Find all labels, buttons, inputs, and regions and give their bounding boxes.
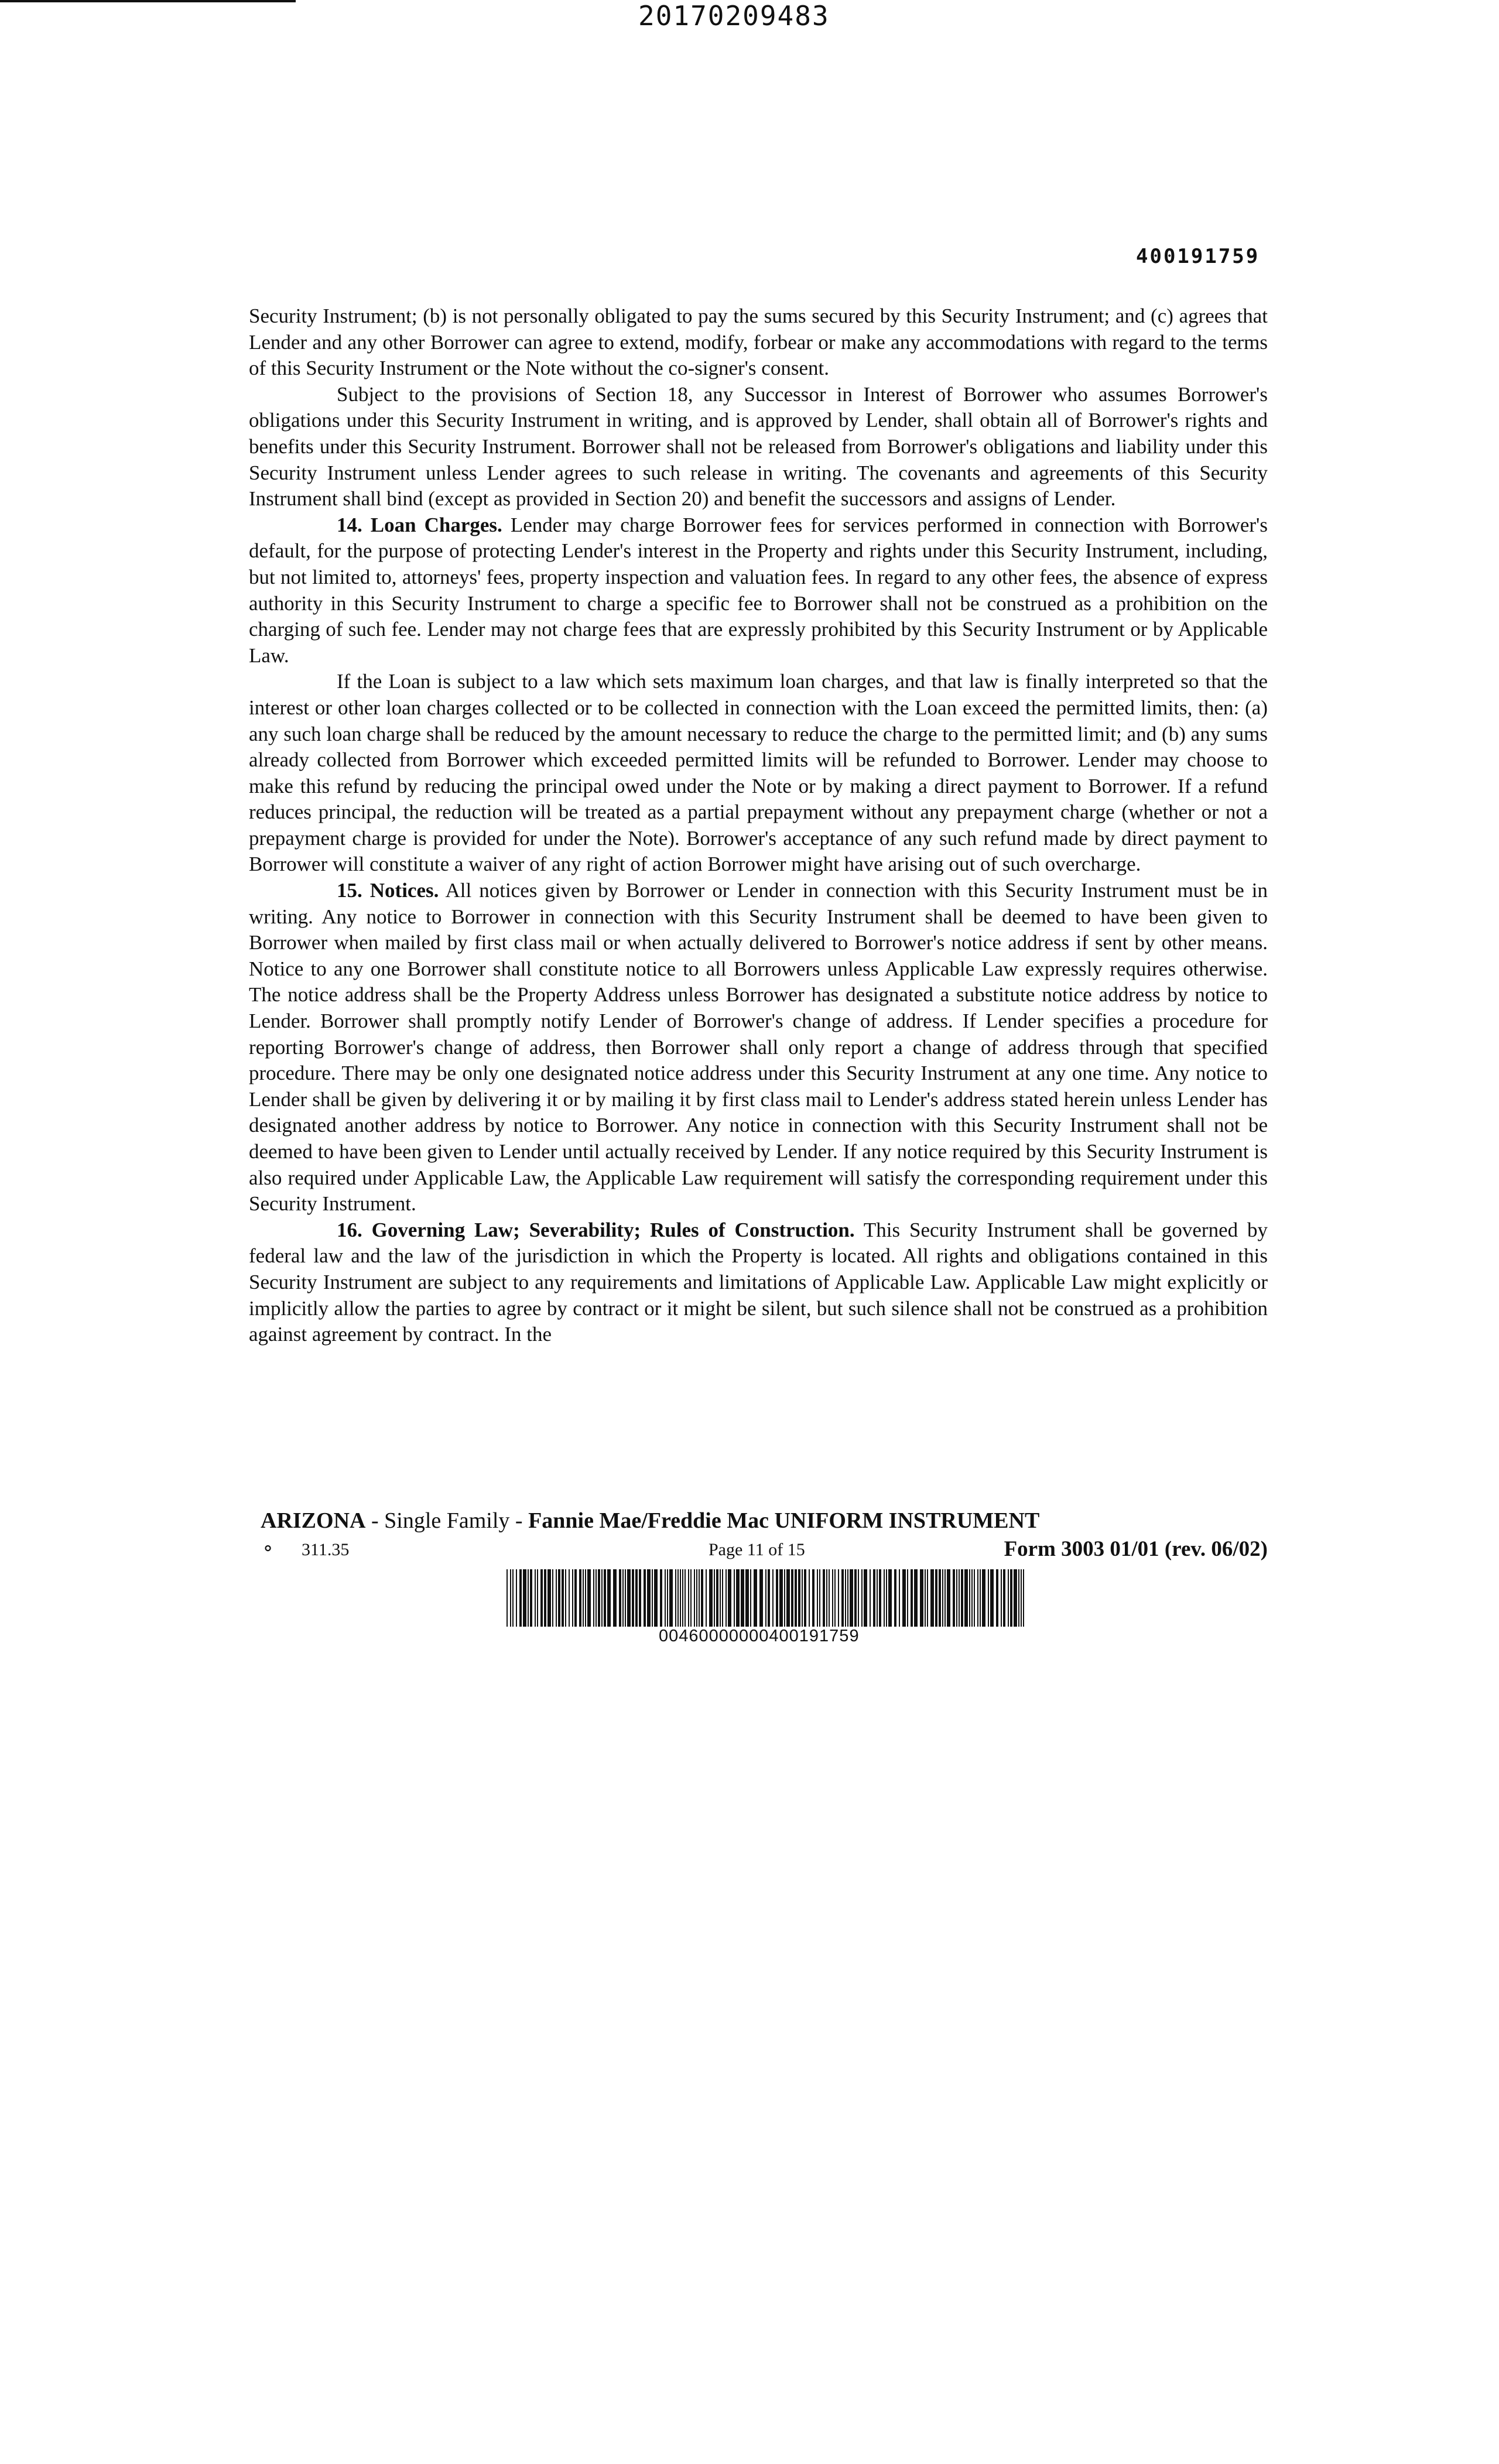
barcode-bar: [510, 1569, 511, 1627]
barcode-bar: [613, 1569, 617, 1627]
barcode-bar: [694, 1569, 695, 1627]
barcode-bar: [540, 1569, 543, 1627]
barcode-bar: [690, 1569, 692, 1627]
barcode-bar: [795, 1569, 797, 1627]
barcode-bar: [741, 1569, 744, 1627]
form-title: [261, 1508, 1039, 1534]
document-body: [249, 303, 1268, 1348]
paragraph-maximum-charges: If the Loan is subject to a law which sets maximum loan charges, and that law is finally interpreted so that the interest or other loan charges collected or to be collected in connection with the Loan exceed the permitted limits, then: (a) any such loan charge shall be reduced by the amount necessary to reduce the charge to the permitted limit; and (b) any sums already collected from Borrower which exceeded permitted limits will be refunded to Borrower. Lender may choose to make this refund by reducing the principal owed under the Note or by making a direct payment to Borrower. If a refund reduces principal, the reduction will be treated as a partial prepayment without any prepayment charge (whether or not a prepayment charge is provided for under the Note). Borrower's acceptance of any such refund made by direct payment to Borrower will constitute a waiver of any right of action Borrower might have arising out of such overcharge.: [249, 670, 1268, 876]
barcode-bar: [635, 1569, 638, 1627]
barcode-bar: [682, 1569, 683, 1627]
barcode-bar: [935, 1569, 937, 1627]
barcode-bar: [562, 1569, 564, 1627]
barcode-bar: [953, 1569, 955, 1627]
barcode-bar: [974, 1569, 975, 1627]
barcode-bar: [754, 1569, 757, 1627]
barcode-bar: [947, 1569, 950, 1627]
section-heading: 14. Loan Charges.: [337, 513, 502, 536]
barcode-bar: [1003, 1569, 1005, 1627]
section-text: This Security Instrument shall be governed by federal law and the law of the jurisdiction in which the Property is located. All rights and obligations contained in this Security Instrument are subject to any requirements and limitations of Applicable Law. Applicable Law might explicitly or implicitly allow the parties to agree by contract or it might be silent, but such silence shall not be construed as a prohibition against agreement by contract. In the: [249, 1218, 1268, 1346]
barcode-bar: [696, 1569, 697, 1627]
barcode-bar: [791, 1569, 793, 1627]
barcode-bar: [619, 1569, 621, 1627]
barcode-bar: [665, 1569, 666, 1627]
barcode-bar: [722, 1569, 723, 1627]
barcode-bar: [660, 1569, 662, 1627]
barcode-bar: [841, 1569, 844, 1627]
barcode-bar: [598, 1569, 600, 1627]
barcode-bar: [944, 1569, 946, 1627]
barcode-bar: [572, 1569, 573, 1627]
section-16-governing-law: [249, 1217, 1268, 1348]
barcode-bar: [802, 1569, 803, 1627]
barcode-bar: [720, 1569, 721, 1627]
barcode-bar: [644, 1569, 646, 1627]
barcode-bar: [544, 1569, 546, 1627]
barcode-bar: [823, 1569, 825, 1627]
barcode-bar: [709, 1569, 713, 1627]
barcode-bar: [779, 1569, 783, 1627]
barcode-bar: [899, 1569, 900, 1627]
form-state: ARIZONA: [261, 1508, 366, 1533]
barcode-bar: [850, 1569, 853, 1627]
barcode-bar: [601, 1569, 603, 1627]
barcode-bar: [585, 1569, 586, 1627]
barcode-bar: [647, 1569, 651, 1627]
barcode-bar: [716, 1569, 718, 1627]
barcode-bar: [530, 1569, 532, 1627]
barcode-bar: [834, 1569, 836, 1627]
barcode-bar: [996, 1569, 998, 1627]
barcode-bar: [593, 1569, 594, 1627]
barcode-bar: [652, 1569, 653, 1627]
section-15-notices: [249, 878, 1268, 1217]
barcode-bar: [809, 1569, 810, 1627]
barcode-bar: [888, 1569, 892, 1627]
barcode-bar: [990, 1569, 994, 1627]
recording-number: 20170209483: [638, 0, 830, 32]
paragraph-successors: Subject to the provisions of Section 18, any Successor in Interest of Borrower who assumes Borrower's obligations under this Security Instrument in writing, and is approved by Lender, shall obtain all of Borrower's rights and benefits under this Security Instrument. Borrower shall not be released from Borrower's obligations and liability under this Security Instrument unless Lender agrees to such release in writing. The covenants and agreements of this Security Instrument shall bind (except as provided in Section 20) and benefit the successors and assigns of Lender.: [249, 382, 1268, 511]
barcode-bar: [884, 1569, 885, 1627]
barcode-bar: [964, 1569, 968, 1627]
section-text: All notices given by Borrower or Lender in connection with this Security Instrument must be in writing. Any notice to Borrower in connection with this Security Instrument shall be deemed to have been given to Borrower when mailed by first class mail or when actually delivered to Borrower's notice address if sent by other means. Notice to any one Borrower shall constitute notice to all Borrowers unless Applicable Law expressly requires otherwise. The notice address shall be the Property Address unless Borrower has designated a substitute notice address by notice to Lender. Borrower shall promptly notify Lender of Borrower's change of address. If Lender specifies a procedure for reporting Borrower's change of address, then Borrower shall only report a change of address through that specified procedure. There may be only one designated notice address under this Security Instrument at any one time. Any notice to Lender shall be given by delivering it or by mailing it by first class mail to Lender's address stated herein unless Lender has designated another address by notice to Borrower. Any notice in connection with this Security Instrument shall not be deemed to have been given to Lender until actually received by Lender. If any notice required by this Security Instrument is also required under Applicable Law, the Applicable Law requirement will satisfy the corresponding requirement under this Security Instrument.: [249, 879, 1268, 1216]
barcode-bar: [622, 1569, 624, 1627]
barcode-bar: [798, 1569, 800, 1627]
form-number: Form 3003 01/01 (rev. 06/02): [1004, 1537, 1268, 1561]
barcode-bar: [786, 1569, 790, 1627]
barcode-bar: [832, 1569, 833, 1627]
barcode-bar: [680, 1569, 681, 1627]
form-footer: [261, 1536, 1268, 1562]
barcode-bar: [765, 1569, 766, 1627]
barcode-bar: [930, 1569, 934, 1627]
barcode-bar: [519, 1569, 522, 1627]
loan-number: 400191759: [1136, 245, 1260, 268]
barcode-bar: [845, 1569, 846, 1627]
barcode-bar: [988, 1569, 989, 1627]
barcode-bar: [701, 1569, 703, 1627]
barcode: [506, 1569, 1028, 1627]
barcode-bar: [982, 1569, 985, 1627]
barcode-bar: [734, 1569, 735, 1627]
barcode-bar: [1010, 1569, 1012, 1627]
barcode-bar: [829, 1569, 830, 1627]
barcode-bar: [627, 1569, 631, 1627]
barcode-bar: [699, 1569, 700, 1627]
section-text: Lender may charge Borrower fees for services performed in connection with Borrower's default, for the purpose of protecting Lender's interest in the Property and rights under this Security Instrument, including, but not limited to, attorneys' fees, property inspection and valuation fees. In regard to any other fees, the absence of express authority in this Security Instrument to charge a specific fee to Borrower shall not be construed as a prohibition on the charging of such fee. Lender may not charge fees that are expressly prohibited by this Security Instrument or by Applicable Law.: [249, 513, 1268, 667]
barcode-bar: [750, 1569, 751, 1627]
section-14-loan-charges: [249, 512, 1268, 669]
barcode-bar: [506, 1569, 508, 1627]
barcode-number: 00460000000400191759: [659, 1627, 860, 1645]
barcode-bar: [579, 1569, 581, 1627]
barcode-bar: [728, 1569, 731, 1627]
barcode-bar: [961, 1569, 963, 1627]
barcode-bar: [516, 1569, 517, 1627]
barcode-bar: [864, 1569, 867, 1627]
barcode-bar: [1008, 1569, 1009, 1627]
top-rule: [0, 0, 296, 2]
barcode-bar: [920, 1569, 923, 1627]
barcode-bar: [714, 1569, 715, 1627]
barcode-bar: [776, 1569, 778, 1627]
barcode-bar: [894, 1569, 896, 1627]
barcode-bar: [654, 1569, 658, 1627]
barcode-bar: [914, 1569, 918, 1627]
barcode-bar: [956, 1569, 957, 1627]
barcode-bar: [925, 1569, 926, 1627]
paragraph-cosigner: Security Instrument; (b) is not personally obligated to pay the sums secured by this Security Instrument; and (c) agrees that Lender and any other Borrower can agree to extend, modify, forbear or make any accommodations with regard to the terms of this Security Instrument or the Note without the co-signer's consent.: [249, 304, 1268, 380]
barcode-bar: [667, 1569, 668, 1627]
barcode-bar: [675, 1569, 676, 1627]
barcode-bar: [873, 1569, 875, 1627]
barcode-bar: [980, 1569, 981, 1627]
barcode-bar: [632, 1569, 634, 1627]
barcode-bar: [959, 1569, 960, 1627]
barcode-bar: [812, 1569, 814, 1627]
barcode-bar: [854, 1569, 857, 1627]
barcode-bar: [565, 1569, 566, 1627]
barcode-bar: [604, 1569, 606, 1627]
barcode-bar: [587, 1569, 591, 1627]
page-number: Page 11 of 15: [709, 1540, 805, 1559]
barcode-bar: [523, 1569, 526, 1627]
barcode-bar: [607, 1569, 611, 1627]
barcode-bar: [784, 1569, 785, 1627]
barcode-bar: [596, 1569, 597, 1627]
barcode-bar: [768, 1569, 770, 1627]
barcode-bar: [535, 1569, 536, 1627]
barcode-bar: [911, 1569, 913, 1627]
barcode-bar: [528, 1569, 529, 1627]
barcode-bar: [669, 1569, 673, 1627]
barcode-bar: [547, 1569, 551, 1627]
barcode-bar: [819, 1569, 820, 1627]
barcode-bar: [677, 1569, 679, 1627]
barcode-bar: [879, 1569, 881, 1627]
barcode-bar: [804, 1569, 806, 1627]
form-instrument: Fannie Mae/Freddie Mac UNIFORM INSTRUMENT: [528, 1508, 1040, 1533]
barcode-bar: [902, 1569, 906, 1627]
barcode-bar: [736, 1569, 740, 1627]
barcode-bar: [858, 1569, 859, 1627]
barcode-bar: [817, 1569, 818, 1627]
barcode-bar: [558, 1569, 560, 1627]
form-code: 311.35: [302, 1540, 350, 1559]
barcode-bar: [685, 1569, 686, 1627]
barcode-bar: [725, 1569, 727, 1627]
barcode-bar: [927, 1569, 928, 1627]
barcode-bar: [569, 1569, 570, 1627]
barcode-bar: [826, 1569, 827, 1627]
barcode-bar: [1018, 1569, 1019, 1627]
barcode-bar: [861, 1569, 863, 1627]
barcode-bar: [870, 1569, 871, 1627]
barcode-bar: [745, 1569, 749, 1627]
barcode-bar: [942, 1569, 943, 1627]
barcode-bar: [556, 1569, 557, 1627]
barcode-bar: [977, 1569, 978, 1627]
barcode-bar: [772, 1569, 774, 1627]
barcode-bar: [552, 1569, 553, 1627]
barcode-bar: [1023, 1569, 1024, 1627]
barcode-bar: [847, 1569, 848, 1627]
barcode-bar: [838, 1569, 839, 1627]
barcode-bar: [969, 1569, 970, 1627]
section-heading: 15. Notices.: [337, 879, 439, 902]
barcode-bar: [639, 1569, 641, 1627]
barcode-bar: [537, 1569, 538, 1627]
barcode-bar: [907, 1569, 908, 1627]
barcode-bar: [886, 1569, 887, 1627]
barcode-bar: [688, 1569, 689, 1627]
barcode-bar: [1021, 1569, 1022, 1627]
barcode-bar: [574, 1569, 577, 1627]
barcode-bar: [625, 1569, 626, 1627]
form-type: - Single Family -: [365, 1508, 529, 1533]
barcode-bar: [512, 1569, 514, 1627]
barcode-bar: [971, 1569, 973, 1627]
barcode-bar: [877, 1569, 878, 1627]
barcode-bar: [939, 1569, 941, 1627]
barcode-bar: [706, 1569, 707, 1627]
barcode-bar: [1001, 1569, 1002, 1627]
barcode-bar: [583, 1569, 584, 1627]
form-logo-icon: ⚬: [261, 1539, 276, 1559]
barcode-bar: [1014, 1569, 1017, 1627]
section-heading: 16. Governing Law; Severability; Rules of Construction.: [337, 1218, 855, 1241]
barcode-bar: [759, 1569, 763, 1627]
